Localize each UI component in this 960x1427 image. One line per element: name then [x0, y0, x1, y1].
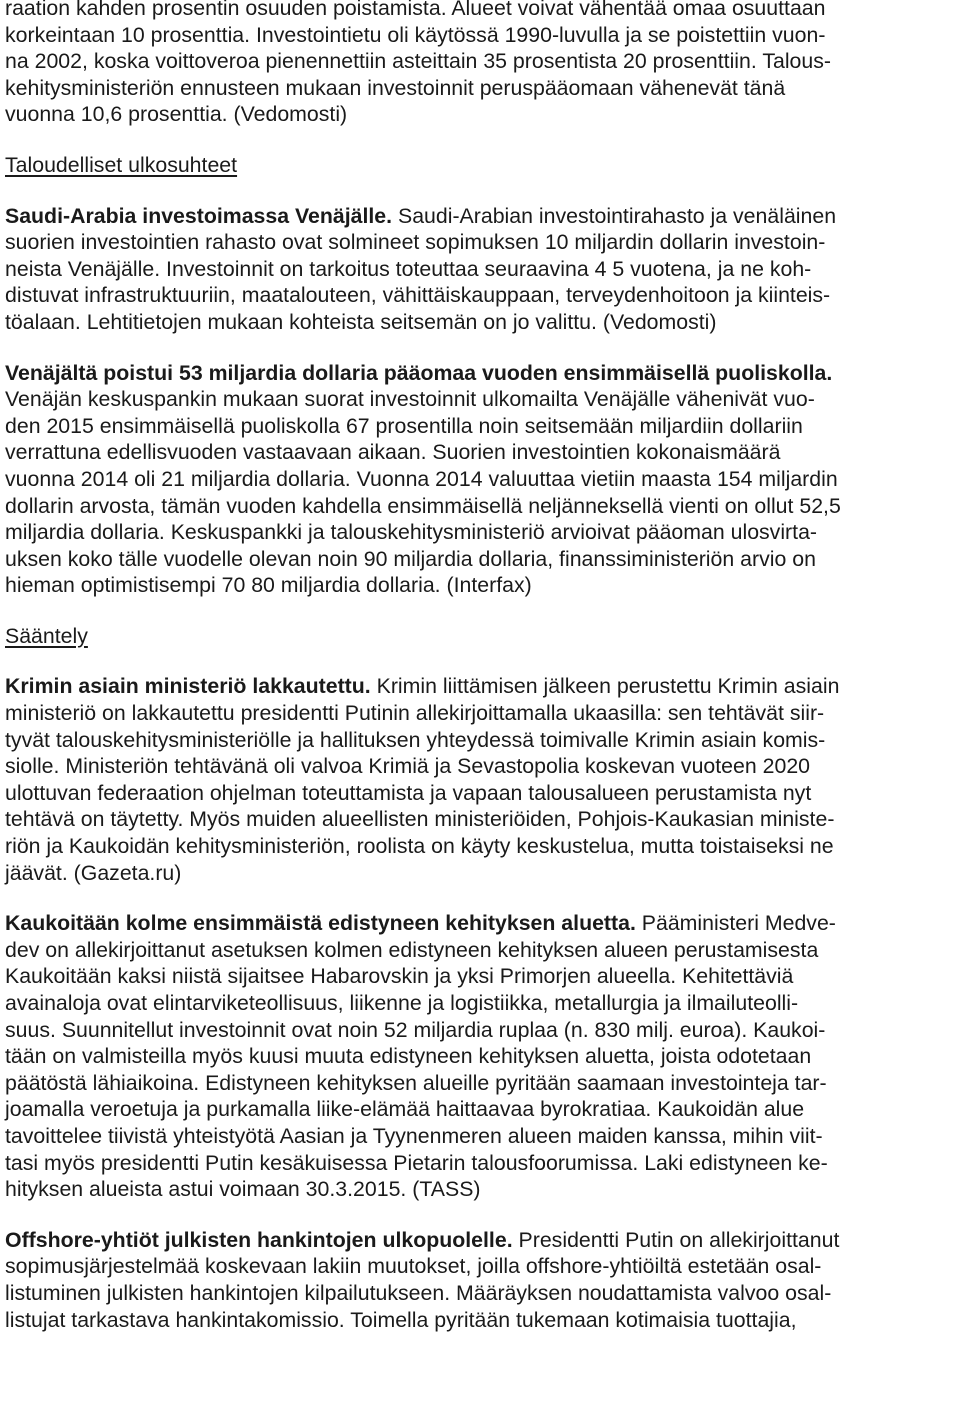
- text-line: ministeriö on lakkautettu presidentti Putinin allekirjoittamalla ukaasilla: sen tehtävät siir-: [5, 701, 825, 726]
- text-line: [5, 910, 955, 937]
- section-heading-saantely: Sääntely: [5, 623, 88, 648]
- text-line: distuvat infrastruktuuriin, maatalouteen, vähittäiskauppaan, terveydenhoitoon ja kiinteis-: [5, 283, 831, 308]
- text-line: kehitysministeriön ennusteen mukaan investoinnit peruspääomaan vähenevät tänä: [5, 75, 786, 100]
- text-line: na 2002, koska voittoveroa pienennettiin asteittain 35 prosentista 20 prosenttiin. Talous-: [5, 49, 831, 74]
- article-text: Pääministeri Medve-: [635, 911, 836, 936]
- article-offshore-procurement: [5, 1227, 955, 1333]
- text-line: sopimusjärjestelmää koskevaan lakiin muutokset, joilla offshore-yhtiöiltä estetään osal-: [5, 1254, 822, 1279]
- text-line: ulottuvan federaation ohjelman toteuttamista ja vapaan talousalueen perustamista nyt: [5, 780, 812, 805]
- text-line: dollarin arvosta, tämän vuoden kahdella ensimmäisellä neljänneksellä vienti on ollut 52,5: [5, 493, 841, 518]
- document-page: [5, 0, 955, 1333]
- article-title: Offshore-yhtiöt julkisten hankintojen ulkopuolelle.: [5, 1227, 513, 1252]
- text-line: avainaloja ovat elintarviketeollisuus, liikenne ja logistiikka, metallurgia ja ilmailuteolli-: [5, 991, 799, 1015]
- text-line: tavoittelee tiivistä yhteistyötä Aasian ja Tyynenmeren alueen maiden kanssa, mihin viit-: [5, 1123, 823, 1148]
- text-line: töalaan. Lehtitietojen mukaan kohteista seitsemän on jo valittu. (Vedomosti): [5, 309, 717, 334]
- text-line: riön ja Kaukoidän kehitysministeriön, roolista on käyty keskustelua, mutta toistaiseksi ne: [5, 834, 834, 859]
- article-crimea-ministry: [5, 673, 955, 886]
- text-line: Venäjän keskuspankin mukaan suorat investoinnit ulkomailta Venäjälle vähenivät vuo-: [5, 387, 815, 412]
- article-text: Saudi-Arabian investointirahasto ja venäläinen: [392, 203, 837, 228]
- text-line: raation kahden prosentin osuuden poistamista. Alueet voivat vähentää omaa osuuttaan: [5, 0, 826, 20]
- text-line: [5, 673, 955, 700]
- text-line: den 2015 ensimmäisellä puoliskolla 67 prosentilla noin seitsemään miljardiin dollariin: [5, 413, 803, 438]
- article-capital-outflow: [5, 360, 955, 599]
- text-line: [5, 1227, 955, 1254]
- text-line: suus. Suunnitellut investoinnit ovat noin 52 miljardia ruplaa (n. 830 milj. euroa). Kaukoi-: [5, 1017, 826, 1042]
- text-line: korkeintaan 10 prosenttia. Investointietu oli käytössä 1990-luvulla ja se poistettiin vuon-: [5, 22, 826, 47]
- article-text: Krimin liittämisen jälkeen perustettu Krimin asiain: [370, 674, 840, 699]
- text-line: vuonna 2014 oli 21 miljardia dollaria. Vuonna 2014 valuuttaa vietiin maasta 154 miljardin: [5, 466, 838, 491]
- text-line: hieman optimistisempi 70 80 miljardia dollaria. (Interfax): [5, 573, 532, 598]
- text-line: Kaukoitään kaksi niistä sijaitsee Habarovskin ja yksi Primorjen alueella. Kehitettäviä: [5, 964, 794, 989]
- intro-paragraph: [5, 0, 955, 128]
- text-line: uksen koko tälle vuodelle olevan noin 90 miljardia dollaria, finanssiministeriön arvio on: [5, 546, 816, 571]
- text-line: tään on valmisteilla myös kuusi muuta edistyneen kehityksen aluetta, joista odotetaan: [5, 1044, 812, 1069]
- text-line: verrattuna edellisvuoden vastaavaan aikaan. Suorien investointien kokonaismäärä: [5, 440, 781, 465]
- text-line: listuminen julkisten hankintojen kilpailutukseen. Määräyksen noudattamista valvoo osal-: [5, 1280, 832, 1305]
- article-title: Kaukoitään kolme ensimmäistä edistyneen kehityksen aluetta.: [5, 911, 636, 936]
- text-line: dev on allekirjoittanut asetuksen kolmen edistyneen kehityksen alueen perustamisesta: [5, 937, 819, 962]
- text-line: miljardia dollaria. Keskuspankki ja talouskehitysministeriö arvioivat pääoman ulosvirta-: [5, 520, 818, 545]
- article-title: Krimin asiain ministeriö lakkautettu.: [5, 674, 371, 699]
- text-line: tasi myös presidentti Putin kesäkuisessa Pietarin talousfoorumissa. Laki edistyneen ke-: [5, 1150, 828, 1175]
- text-line: joamalla veroetuja ja purkamalla liike-elämää haittaavaa byrokratiaa. Kaukoidän alue: [5, 1097, 805, 1122]
- text-line: [5, 203, 955, 230]
- text-line: jäävät. (Gazeta.ru): [5, 860, 182, 885]
- text-line: vuonna 10,6 prosenttia. (Vedomosti): [5, 102, 348, 127]
- article-far-east-zones: [5, 910, 955, 1203]
- article-saudi-arabia: [5, 203, 955, 336]
- text-line: [5, 360, 955, 387]
- text-line: päätöstä lähiaikoina. Edistyneen kehityksen alueille pyritään saamaan investointeja tar-: [5, 1070, 827, 1095]
- text-line: tehtävä on täytetty. Myös muiden alueellisten ministeriöiden, Pohjois-Kaukasian ministe-: [5, 807, 835, 832]
- text-line: suorien investointien rahasto ovat solmineet sopimuksen 10 miljardin dollarin investoin-: [5, 230, 826, 255]
- text-line: tyvät talouskehitysministeriölle ja hallituksen yhteydessä toimivalle Krimin asiain komis-: [5, 727, 826, 752]
- text-line: neista Venäjälle. Investoinnit on tarkoitus toteuttaa seuraavina 4 5 vuotena, ja ne koh-: [5, 256, 812, 281]
- article-title: Saudi-Arabia investoimassa Venäjälle.: [5, 203, 393, 228]
- text-line: listujat tarkastava hankintakomissio. Toimella pyritään tukemaan kotimaisia tuottajia,: [5, 1307, 797, 1332]
- text-line: siolle. Ministeriön tehtävänä oli valvoa Krimiä ja Sevastopolia koskevan vuoteen 2020: [5, 754, 811, 779]
- section-heading-taloudelliset-ulkosuhteet: Taloudelliset ulkosuhteet: [5, 152, 238, 177]
- article-text: Presidentti Putin on allekirjoittanut: [512, 1227, 840, 1252]
- text-line: hityksen alueista astui voimaan 30.3.2015. (TASS): [5, 1177, 481, 1202]
- article-title: Venäjältä poistui 53 miljardia dollaria pääomaa vuoden ensimmäisellä puoliskolla.: [5, 360, 833, 385]
